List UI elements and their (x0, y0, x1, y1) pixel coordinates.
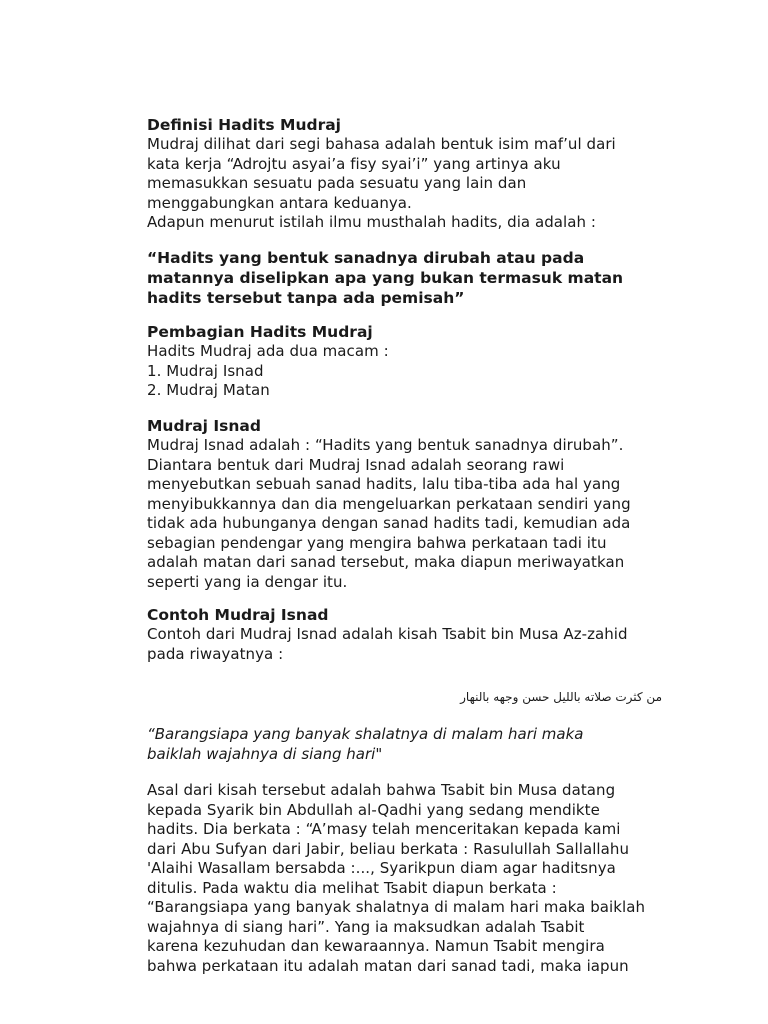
text-line: “Barangsiapa yang banyak shalatnya di malam hari maka baiklah (147, 898, 646, 916)
heading-mudraj-isnad: Mudraj Isnad (147, 417, 261, 435)
heading-pembagian: Pembagian Hadits Mudraj (147, 323, 373, 341)
paragraph-contoh (147, 625, 747, 664)
heading-definisi: Definisi Hadits Mudraj (147, 116, 341, 134)
text-line: kepada Syarik bin Abdullah al-Qadhi yang sedang mendikte (147, 800, 600, 819)
text-line: bahwa perkataan itu adalah matan dari sanad tadi, maka iapun (147, 956, 629, 975)
text-line: Mudraj dilihat dari segi bahasa adalah bentuk isim maf’ul dari (147, 135, 616, 153)
text-line: Asal dari kisah tersebut adalah bahwa Tsabit bin Musa datang (147, 781, 616, 799)
text-line: tidak ada hubunganya dengan sanad hadits tadi, kemudian ada (147, 514, 631, 532)
text-line: menggabungkan antara keduanya. (147, 193, 412, 212)
text-line: sebagian pendengar yang mengira bahwa perkataan tadi itu (147, 533, 607, 552)
arabic-hadith-text: من كثرت صلاته بالليل حسن وجهه بالنهار (460, 690, 662, 704)
paragraph-mudraj-isnad (147, 436, 747, 592)
text-line: kata kerja “Adrojtu asyai’a fisy syai’i” yang artinya aku (147, 154, 561, 173)
text-line: memasukkan sesuatu pada sesuatu yang lain dan (147, 174, 527, 192)
text-line: seperti yang ia dengar itu. (147, 572, 348, 591)
list-item: 1. Mudraj Isnad (147, 361, 264, 380)
text-line: menyebutkan sebuah sanad hadits, lalu tiba-tiba ada hal yang (147, 475, 621, 493)
text-line: 'Alaihi Wasallam bersabda :..., Syarikpun diam agar haditsnya (147, 859, 616, 877)
quote-line: “Hadits yang bentuk sanadnya dirubah atau pada (147, 249, 585, 267)
quote-line: matannya diselipkan apa yang bukan termasuk matan (147, 269, 624, 287)
translation-quote (147, 724, 747, 764)
text-line: Mudraj Isnad adalah : “Hadits yang bentuk sanadnya dirubah”. (147, 436, 624, 454)
text-line: pada riwayatnya : (147, 644, 284, 663)
text-line: dari Abu Sufyan dari Jabir, beliau berkata : Rasulullah Sallallahu (147, 839, 629, 858)
quote-line: hadits tersebut tanpa ada pemisah” (147, 289, 465, 307)
text-line: Adapun menurut istilah ilmu musthalah hadits, dia adalah : (147, 213, 596, 231)
text-line: wajahnya di siang hari”. Yang ia maksudkan adalah Tsabit (147, 917, 585, 936)
text-line: karena kezuhudan dan kewaraannya. Namun Tsabit mengira (147, 937, 605, 955)
quote-line: baiklah wajahnya di siang hari" (147, 745, 383, 763)
text-line: menyibukkannya dan dia mengeluarkan perkataan sendiri yang (147, 494, 631, 513)
heading-contoh: Contoh Mudraj Isnad (147, 606, 329, 624)
definition-quote (147, 248, 747, 308)
paragraph-definisi (147, 135, 747, 233)
text-line: Diantara bentuk dari Mudraj Isnad adalah seorang rawi (147, 455, 565, 474)
text-line: Contoh dari Mudraj Isnad adalah kisah Tsabit bin Musa Az-zahid (147, 625, 628, 643)
list-item: 2. Mudraj Matan (147, 381, 270, 399)
text-line: Hadits Mudraj ada dua macam : (147, 342, 389, 360)
text-line: adalah matan dari sanad tersebut, maka diapun meriwayatkan (147, 553, 625, 571)
paragraph-asal-kisah (147, 781, 747, 976)
text-line: ditulis. Pada waktu dia melihat Tsabit diapun berkata : (147, 878, 557, 897)
text-line: hadits. Dia berkata : “A’masy telah menceritakan kepada kami (147, 820, 621, 838)
quote-line: “Barangsiapa yang banyak shalatnya di malam hari maka (147, 725, 584, 743)
paragraph-pembagian (147, 342, 747, 401)
